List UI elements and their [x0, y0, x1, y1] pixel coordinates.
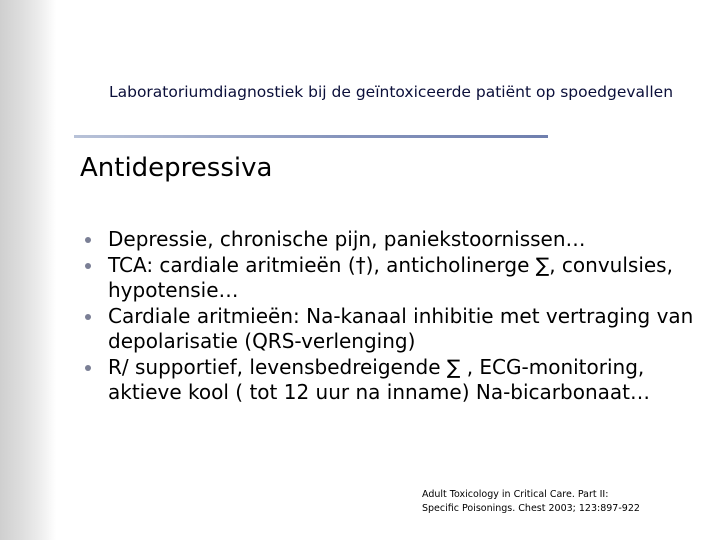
- bullet-dot-icon: [85, 263, 91, 269]
- bullet-text: TCA: cardiale aritmieën (†), anticholinerge ∑, convulsies, hypotensie…: [108, 252, 673, 302]
- citation: [422, 488, 712, 516]
- bullet-dot-icon: [85, 314, 91, 320]
- bullet-text: Depressie, chronische pijn, paniekstoornissen…: [108, 227, 586, 251]
- slide-title: Antidepressiva: [80, 153, 273, 183]
- citation-line-2: Specific Poisonings. Chest 2003; 123:897-922: [422, 503, 640, 514]
- bullet-item: [80, 304, 710, 355]
- bullet-dot-icon: [85, 365, 91, 371]
- bullet-text: R/ supportief, levensbedreigende ∑ , ECG-monitoring, aktieve kool ( tot 12 uur na inname) Na-bicarbonaat…: [108, 354, 650, 404]
- bullet-list: [80, 227, 710, 406]
- bullet-text: Cardiale aritmieën: Na-kanaal inhibitie met vertraging van depolarisatie (QRS-verlenging): [108, 303, 694, 353]
- side-gradient-decoration: [0, 0, 56, 540]
- header-divider: [74, 135, 548, 138]
- bullet-dot-icon: [85, 237, 91, 243]
- bullet-item: [80, 227, 710, 253]
- citation-line-1: Adult Toxicology in Critical Care. Part II:: [422, 489, 609, 500]
- slide-header: Laboratoriumdiagnostiek bij de geïntoxiceerde patiënt op spoedgevallen: [108, 83, 674, 101]
- bullet-item: [80, 253, 710, 304]
- bullet-item: [80, 355, 710, 406]
